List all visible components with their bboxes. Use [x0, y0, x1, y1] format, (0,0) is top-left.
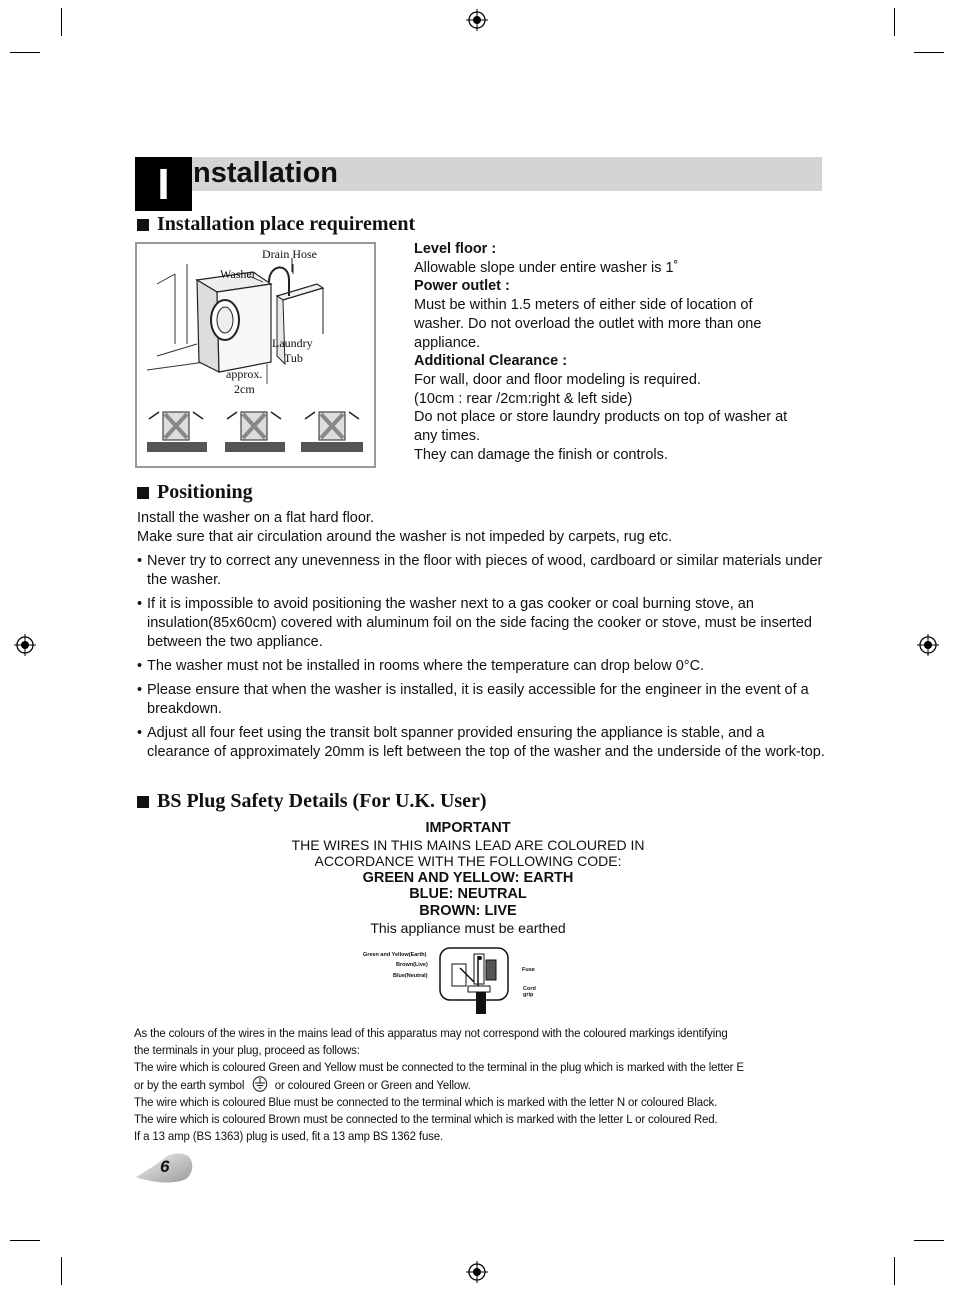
level-floor-text: Allowable slope under entire washer is 1˚	[414, 259, 679, 276]
title-initial: I	[135, 157, 192, 211]
clearance-label: Additional Clearance :	[414, 353, 568, 370]
important-heading: IMPORTANT	[425, 820, 511, 836]
page-title: nstallation	[193, 157, 339, 189]
plug-label-fuse: Fuse	[522, 967, 535, 973]
trim-mark	[914, 1240, 944, 1241]
section-heading-positioning: Positioning	[137, 481, 253, 504]
power-outlet-text: appliance.	[414, 334, 481, 351]
clearance-text: Do not place or store laundry products on top of washer at	[414, 409, 788, 426]
installation-figure	[135, 242, 376, 468]
wire-code: GREEN AND YELLOW: EARTH	[362, 869, 574, 886]
square-bullet-icon	[137, 219, 149, 231]
registration-mark-icon	[466, 1261, 488, 1283]
plug-wiring-diagram	[430, 946, 526, 1016]
list-item: • Adjust all four feet using the transit bolt spanner provided ensuring the appliance is stable, and a clearance of approximately 20mm is left between the top of the washer and the underside of the work-top.	[137, 725, 825, 760]
wiring-instructions: As the colours of the wires in the mains lead of this apparatus may not correspond with the coloured markings identifying the terminals in your plug, proceed as follows: The wire which is coloured Green and Yellow must be connected to the terminal in the plug which is marked with the letter E or by the earth symbol or coloured Green or Green and Yellow. The wire which is coloured Blue must be connected to the terminal which is marked with the letter N or coloured Black. The wire which is coloured Brown must be connected to the terminal which is marked with the letter L or coloured Red. If a 13 amp (BS 1363) plug is used, fit a 13 amp BS 1362 fuse.	[134, 1026, 744, 1143]
requirements-text	[414, 240, 824, 464]
incorrect-placement-icon	[225, 412, 285, 452]
notice-line: ACCORDANCE WITH THE FOLLOWING CODE:	[314, 853, 622, 869]
bullet-icon: •	[137, 553, 143, 569]
power-outlet-text: Must be within 1.5 meters of either side of location of	[414, 297, 753, 314]
laundry-label: Laundry	[272, 336, 313, 350]
trim-mark	[61, 8, 62, 36]
clearance-text: They can damage the finish or controls.	[414, 446, 668, 463]
clearance-text: any times.	[414, 428, 481, 445]
registration-mark-icon	[466, 9, 488, 31]
list-item: • The washer must not be installed in rooms where the temperature can drop below 0°C.	[137, 658, 705, 674]
clearance-text: (10cm : rear /2cm:right & left side)	[414, 390, 633, 407]
drain-hose-label: Drain Hose	[262, 247, 317, 261]
plug-label-live: Brown(Live)	[396, 962, 428, 968]
positioning-intro: Install the washer on a flat hard floor.	[137, 510, 374, 526]
trim-mark	[894, 8, 895, 36]
bullet-icon: •	[137, 682, 143, 698]
trim-mark	[10, 1240, 40, 1241]
plug-label-earth: Green and Yellow(Earth)	[363, 952, 427, 958]
incorrect-placement-icon	[147, 412, 207, 452]
section-heading-plug: BS Plug Safety Details (For U.K. User)	[137, 790, 487, 813]
power-outlet-label: Power outlet :	[414, 278, 510, 295]
power-outlet-text: washer. Do not overload the outlet with more than one	[414, 315, 762, 332]
bullet-icon: •	[137, 596, 143, 612]
incorrect-placement-icon	[301, 412, 363, 452]
list-item: • Please ensure that when the washer is installed, it is easily accessible for the engineer in the event of a breakdown.	[137, 682, 809, 717]
trim-mark	[894, 1257, 895, 1285]
plug-label-neutral: Blue(Neutral)	[393, 973, 428, 979]
earthed-note: This appliance must be earthed	[370, 920, 566, 936]
tub-label: Tub	[284, 351, 303, 365]
level-floor-label: Level floor :	[414, 241, 497, 257]
positioning-intro: Make sure that air circulation around the washer is not impeded by carpets, rug etc.	[137, 529, 673, 545]
trim-mark	[10, 52, 40, 53]
bullet-icon: •	[137, 725, 143, 741]
section-heading-place: Installation place requirement	[137, 213, 415, 236]
registration-mark-icon	[917, 634, 939, 656]
square-bullet-icon	[137, 796, 149, 808]
washer-label: Washer	[220, 267, 256, 281]
clearance-text: For wall, door and floor modeling is required.	[414, 371, 701, 388]
registration-mark-icon	[14, 634, 36, 656]
earth-symbol-icon	[250, 1076, 269, 1092]
trim-mark	[61, 1257, 62, 1285]
list-item: • Never try to correct any unevenness in the floor with pieces of wood, cardboard or similar materials under the washer.	[137, 553, 823, 588]
trim-mark	[914, 52, 944, 53]
plug-label-grip: grip	[523, 992, 534, 998]
wire-code: BROWN: LIVE	[419, 902, 517, 919]
wire-code-notice	[238, 820, 698, 937]
positioning-text	[137, 509, 827, 762]
approx-label: approx.	[226, 367, 263, 381]
bullet-icon: •	[137, 658, 143, 674]
square-bullet-icon	[137, 487, 149, 499]
list-item: • If it is impossible to avoid positioning the washer next to a gas cooker or coal burning stove, an insulation(85x60cm) covered with aluminum foil on the side facing the cooker or stove, must be inserted between the two appliance.	[137, 596, 812, 650]
notice-line: THE WIRES IN THIS MAINS LEAD ARE COLOURED IN	[291, 836, 645, 853]
clearance-2cm-label: 2cm	[234, 382, 255, 396]
page-number: 6	[160, 1157, 170, 1176]
plug-label-cord: Cord	[523, 986, 536, 992]
wire-code: BLUE: NEUTRAL	[409, 886, 527, 902]
